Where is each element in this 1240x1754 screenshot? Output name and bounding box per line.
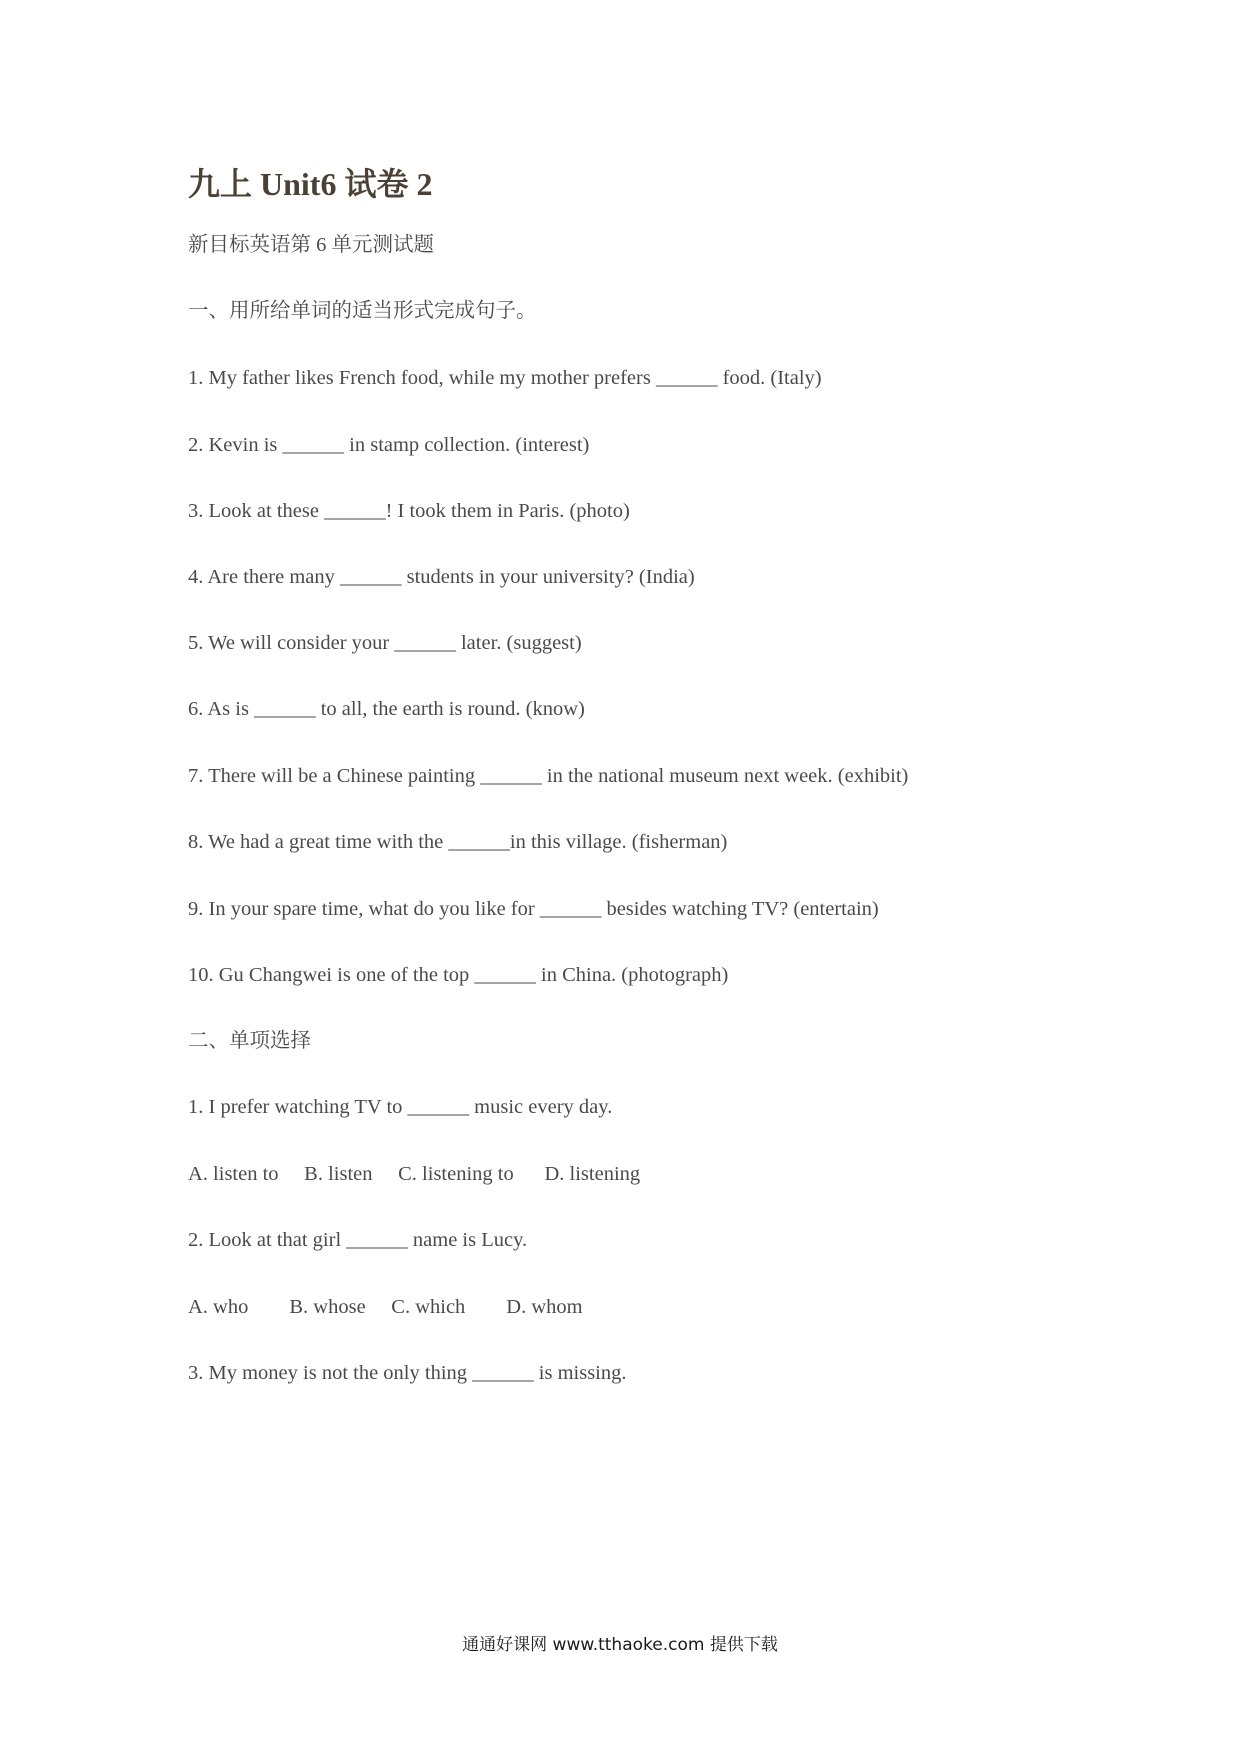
question-1-8: 8. We had a great time with the ______in this village. (fisherman) [188, 831, 728, 853]
section-1-heading: 一、用所给单词的适当形式完成句子。 [188, 300, 537, 322]
question-1-7: 7. There will be a Chinese painting ______ in the national museum next week. (exhibit) [188, 765, 909, 787]
question-2-2: 2. Look at that girl ______ name is Lucy. [188, 1229, 528, 1251]
question-1-9: 9. In your spare time, what do you like for ______ besides watching TV? (entertain) [188, 898, 879, 920]
question-2-3: 3. My money is not the only thing ______ is missing. [188, 1362, 627, 1384]
section-2-heading: 二、单项选择 [188, 1030, 311, 1052]
footer-source: 通通好课网 www.tthaoke.com 提供下载 [462, 1635, 778, 1655]
subtitle: 新目标英语第 6 单元测试题 [188, 234, 434, 256]
question-1-3: 3. Look at these ______! I took them in Paris. (photo) [188, 500, 630, 522]
question-1-2: 2. Kevin is ______ in stamp collection. (interest) [188, 434, 590, 456]
question-1-6: 6. As is ______ to all, the earth is round. (know) [188, 698, 585, 720]
question-2-2-options: A. who B. whose C. which D. whom [188, 1296, 583, 1318]
question-1-1: 1. My father likes French food, while my mother prefers ______ food. (Italy) [188, 367, 822, 389]
question-2-1: 1. I prefer watching TV to ______ music every day. [188, 1096, 613, 1118]
question-1-5: 5. We will consider your ______ later. (suggest) [188, 632, 582, 654]
question-1-4: 4. Are there many ______ students in your university? (India) [188, 566, 695, 588]
question-2-1-options: A. listen to B. listen C. listening to D. listening [188, 1163, 641, 1185]
question-1-10: 10. Gu Changwei is one of the top ______ in China. (photograph) [188, 964, 729, 986]
page-title: 九上 Unit6 试卷 2 [188, 166, 433, 202]
